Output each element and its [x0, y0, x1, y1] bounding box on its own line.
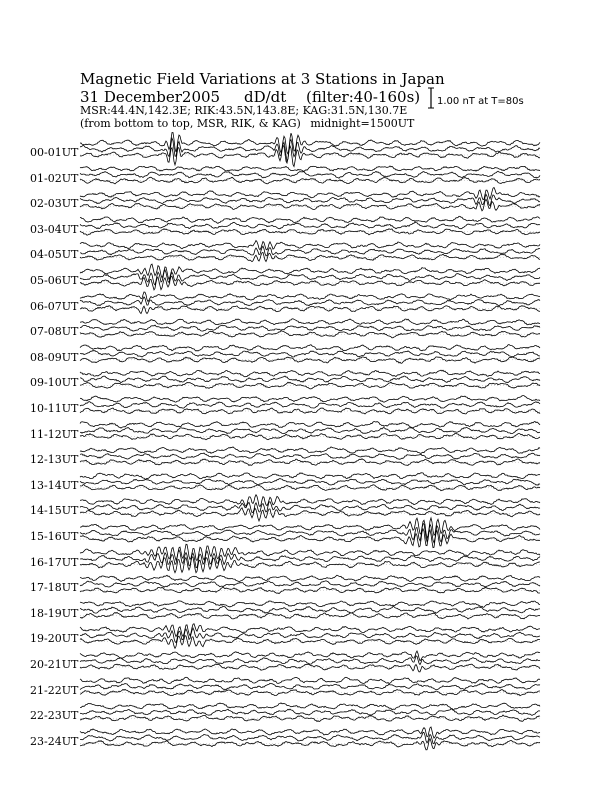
hour-label: 13-14UT	[30, 478, 79, 492]
trace-msr	[80, 345, 540, 351]
trace-msr	[80, 495, 540, 507]
order-note: (from bottom to top, MSR, RIK, & KAG)	[80, 117, 301, 130]
trace-kag	[80, 508, 540, 521]
trace-kag	[80, 739, 540, 750]
chart-title: Magnetic Field Variations at 3 Stations in Japan	[80, 70, 445, 88]
trace-rik	[80, 325, 540, 331]
trace-msr	[80, 703, 540, 710]
trace-rik	[80, 709, 540, 716]
trace-kag	[80, 408, 540, 414]
hour-label: 12-13UT	[30, 453, 79, 467]
trace-msr	[80, 727, 540, 738]
trace-rik	[80, 656, 540, 665]
hour-label: 14-15UT	[30, 504, 79, 518]
trace-kag	[80, 306, 540, 314]
hour-label: 06-07UT	[30, 299, 79, 313]
trace-rik	[80, 428, 540, 434]
trace-msr	[80, 241, 540, 250]
trace-kag	[80, 229, 540, 236]
hour-label: 00-01UT	[30, 146, 79, 159]
trace-msr	[80, 651, 540, 661]
trace-kag	[80, 145, 540, 166]
trace-msr	[80, 216, 540, 223]
trace-rik	[80, 606, 540, 613]
trace-msr	[80, 292, 540, 302]
trace-rik	[80, 683, 540, 690]
hour-label: 02-03UT	[30, 197, 79, 211]
trace-rik	[80, 402, 540, 409]
trace-msr	[80, 396, 540, 403]
trace-msr	[80, 677, 540, 683]
trace-rik	[80, 351, 540, 358]
hour-label: 10-11UT	[30, 402, 79, 415]
trace-rik	[80, 479, 540, 486]
component-label: dD/dt	[244, 88, 287, 106]
trace-rik	[80, 376, 540, 383]
trace-msr	[80, 447, 540, 454]
trace-rik	[80, 502, 540, 513]
trace-msr	[80, 188, 540, 200]
trace-msr	[80, 575, 540, 581]
trace-msr	[80, 422, 540, 429]
hour-label: 09-10UT	[30, 376, 79, 390]
hour-label: 16-17UT	[30, 555, 79, 569]
hour-label: 05-06UT	[30, 274, 79, 287]
hour-label: 03-04UT	[30, 222, 79, 236]
trace-rik	[80, 453, 540, 459]
trace-kag	[80, 664, 540, 672]
trace-kag	[80, 357, 540, 363]
hour-label: 04-05UT	[30, 248, 79, 262]
hour-label: 17-18UT	[30, 581, 79, 595]
hour-label: 19-20UT	[30, 632, 79, 646]
hour-label: 07-08UT	[30, 325, 79, 339]
hour-label: 23-24UT	[30, 734, 79, 748]
trace-kag	[80, 253, 540, 262]
trace-msr	[80, 370, 540, 377]
trace-msr	[80, 319, 540, 325]
trace-msr	[80, 473, 540, 479]
stations-label: MSR:44.4N,142.3E; RIK:43.5N,143.8E; KAG:31.5N,130.7E	[80, 104, 408, 117]
hour-label: 20-21UT	[30, 658, 79, 671]
trace-rik	[80, 171, 540, 178]
trace-msr	[80, 601, 540, 608]
filter-label: (filter:40-160s)	[306, 88, 421, 106]
trace-rik	[80, 194, 540, 205]
trace-rik	[80, 138, 540, 161]
trace-rik	[80, 246, 540, 256]
hour-label: 22-23UT	[30, 709, 79, 723]
hour-label: 08-09UT	[30, 350, 79, 364]
hour-label: 18-19UT	[30, 606, 79, 620]
midnight-note: midnight=1500UT	[310, 117, 415, 130]
trace-rik	[80, 581, 540, 588]
trace-rik	[80, 222, 540, 229]
trace-kag	[80, 529, 540, 548]
hour-label: 01-02UT	[30, 171, 79, 185]
date-label: 31 December2005	[80, 88, 221, 106]
hour-label: 11-12UT	[30, 427, 79, 441]
scale-label: 1.00 nT at T=80s	[437, 96, 524, 107]
hour-label: 15-16UT	[30, 530, 79, 543]
hour-label: 21-22UT	[30, 683, 79, 697]
trace-kag	[80, 199, 540, 211]
trace-msr	[80, 166, 540, 171]
trace-rik	[80, 732, 540, 743]
